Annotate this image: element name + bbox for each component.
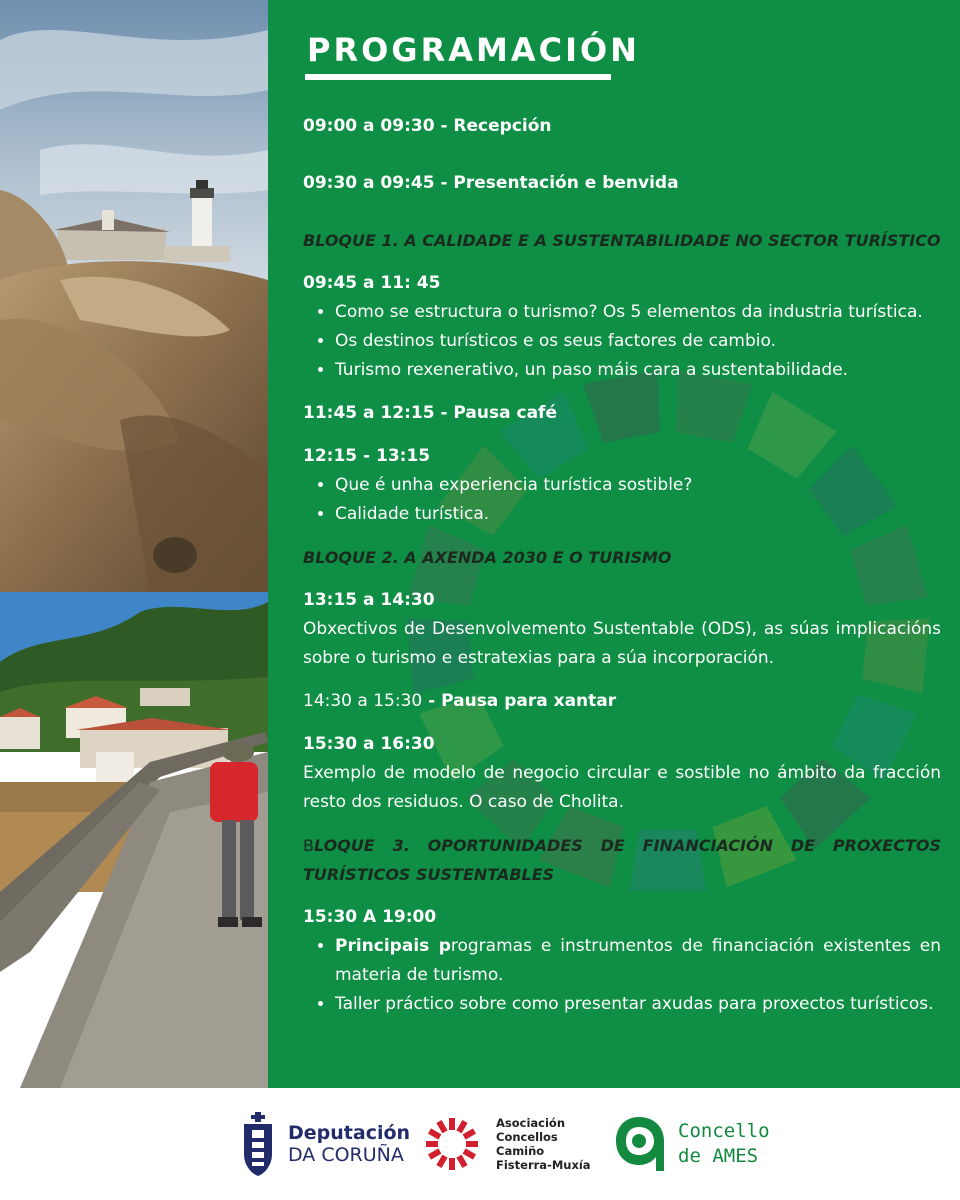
- list-item: • Taller práctico sobre como presentar axudas para proxectos turísticos.: [335, 990, 941, 1019]
- program-panel: [268, 0, 960, 1088]
- asociacion-line: Asociación: [496, 1116, 566, 1130]
- star-ray: [463, 1128, 476, 1139]
- bloque3-session-list: [303, 932, 941, 1019]
- bloque2-session2-time: 15:30 a 16:30: [303, 734, 435, 754]
- photo-column: [0, 0, 268, 1088]
- bloque3-title: [303, 831, 941, 889]
- asociacion-line: Camiño: [496, 1144, 545, 1158]
- bloque3-session-time: 15:30 A 19:00: [303, 907, 437, 927]
- star-ray: [456, 1120, 467, 1133]
- bloque1-session1-list: [303, 298, 941, 385]
- deputacion-text: [288, 1122, 410, 1166]
- list-item: • Que é unha experiencia turística sostible?: [335, 471, 941, 500]
- bloque2-title: BLOQUE 2. A AXENDA 2030 E O TURISMO: [303, 548, 672, 567]
- camino-photo: [0, 592, 268, 1088]
- asociacion-logo: [420, 1088, 591, 1200]
- bloque2-session2-text: Exemplo de modelo de negocio circular e sostible no ámbito da fracción resto dos residuos. O caso de Cholita.: [303, 763, 941, 812]
- asociacion-text: [496, 1116, 591, 1172]
- asociacion-line: Concellos: [496, 1130, 558, 1144]
- title-underline: [305, 74, 611, 80]
- star-ray: [456, 1155, 467, 1168]
- deputacion-emblem-icon: [238, 1110, 278, 1178]
- ames-text: [678, 1119, 770, 1169]
- item-presentacion: 09:30 a 09:45 - Presentación e benvida: [303, 173, 679, 193]
- bloque3-bullet1-bold: Principais p: [335, 936, 451, 956]
- list-item: • Turismo rexenerativo, un paso máis cara a sustentabilidade.: [335, 356, 941, 385]
- star-ray: [428, 1148, 441, 1159]
- deputacion-line1: Deputación: [288, 1122, 411, 1144]
- bloque2-session1-text: Obxectivos de Desenvolvemento Sustentable (ODS), as súas implicacións sobre o turismo e estratexias para a súa incorporación.: [303, 619, 941, 668]
- ames-logo: [612, 1088, 770, 1200]
- bloque1-session2-time: 12:15 - 13:15: [303, 446, 431, 466]
- bloque1-pause: 11:45 a 12:15 - Pausa café: [303, 403, 557, 423]
- asociacion-line: Fisterra-Muxía: [496, 1158, 591, 1172]
- program-title: PROGRAMACIÓN: [307, 31, 640, 69]
- bloque2-session1-time: 13:15 a 14:30: [303, 590, 435, 610]
- deputacion-logo: [238, 1088, 410, 1200]
- list-item: [335, 932, 941, 990]
- bloque3-title-first: B: [303, 836, 314, 855]
- bloque1-session1-time: 09:45 a 11: 45: [303, 273, 441, 293]
- star-ray: [449, 1158, 455, 1170]
- bloque2-pause-label: - Pausa para xantar: [422, 691, 617, 711]
- lighthouse-photo: [0, 0, 268, 592]
- bloque2-pause: [303, 687, 941, 716]
- ames-line1: Concello: [678, 1120, 770, 1142]
- star-ray: [463, 1148, 476, 1159]
- item-recepcion: 09:00 a 09:30 - Recepción: [303, 116, 552, 136]
- bloque3-title-rest: LOQUE 3. OPORTUNIDADES DE FINANCIACIÓN DE PROXECTOS TURÍSTICOS SUSTENTABLES: [303, 836, 941, 884]
- deputacion-line2: DA CORUÑA: [288, 1144, 404, 1166]
- bloque3-bullet1-rest: rogramas e instrumentos de financiación existentes en materia de turismo.: [335, 936, 941, 985]
- bloque2-pause-time: 14:30 a 15:30: [303, 691, 423, 711]
- star-ray: [449, 1118, 455, 1130]
- star-ray: [428, 1128, 441, 1139]
- footer-logos: [0, 1088, 960, 1200]
- asociacion-star-icon: [420, 1112, 484, 1176]
- list-item: • Como se estructura o turismo? Os 5 elementos da industria turística.: [335, 298, 941, 327]
- program-content: [303, 112, 941, 1019]
- star-ray: [466, 1141, 478, 1147]
- ames-line2: de AMES: [678, 1145, 759, 1167]
- list-item: • Os destinos turísticos e os seus factores de cambio.: [335, 327, 941, 356]
- bloque1-session2-list: [303, 471, 941, 529]
- bloque1-title: BLOQUE 1. A CALIDADE E A SUSTENTABILIDADE NO SECTOR TURÍSTICO: [303, 231, 941, 250]
- ames-letter-icon: [612, 1111, 666, 1177]
- star-ray: [436, 1120, 447, 1133]
- star-ray: [436, 1155, 447, 1168]
- star-ray: [426, 1141, 438, 1147]
- list-item: • Calidade turística.: [335, 500, 941, 529]
